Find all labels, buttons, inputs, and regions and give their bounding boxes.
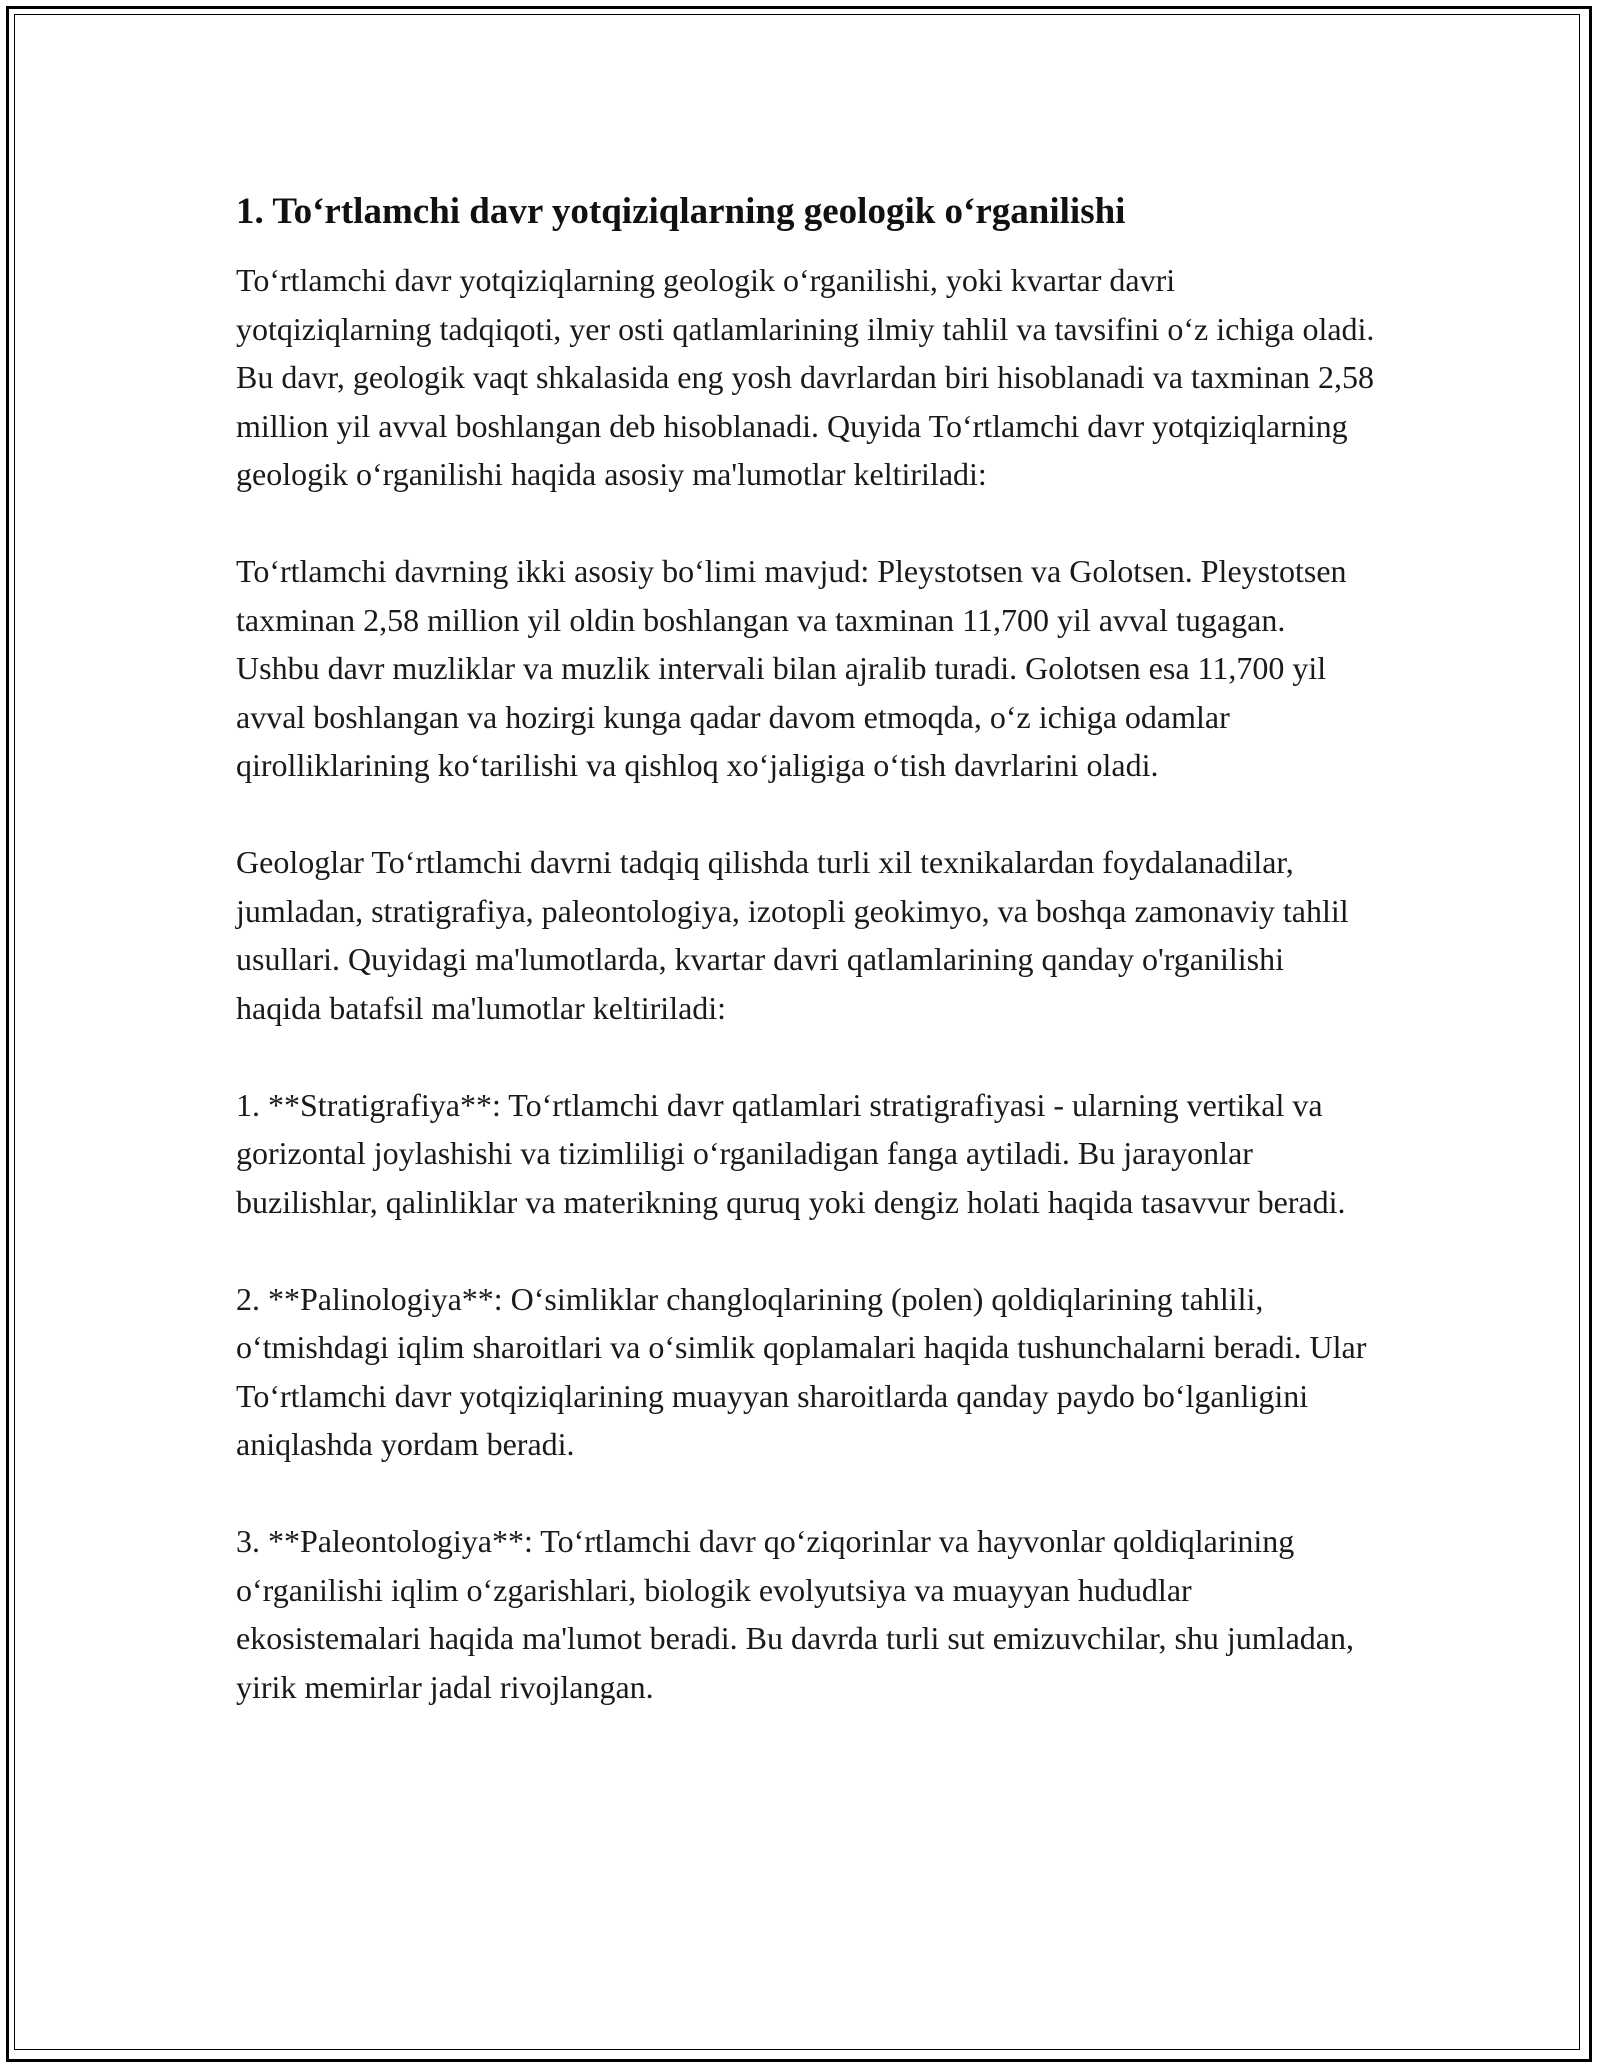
- paragraph-methods: Geologlar To‘rtlamchi davrni tadqiq qilishda turli xil texnikalardan foydalanadilar, jumladan, stratigrafiya, paleontologiya, izotopli geokimyo, va boshqa zamonaviy tahlil usullari. Quyidagi ma'lumotlarda, kvartar davri qatlamlarining qanday o'rganilishi haqida batafsil ma'lumotlar keltiriladi:: [236, 844, 1349, 1026]
- paragraph-divisions: To‘rtlamchi davrning ikki asosiy bo‘limi mavjud: Pleystotsen va Golotsen. Pleystotsen taxminan 2,58 million yil oldin boshlangan va taxminan 11,700 yil avval tugagan. Ushbu davr muzliklar va muzlik intervali bilan ajralib turadi. Golotsen esa 11,700 yil avval boshlangan va hozirgi kunga qadar davom etmoqda, o‘z ichiga odamlar qirolliklarining ko‘tarilishi va qishloq xo‘jaligiga o‘tish davrlarini oladi.: [236, 553, 1347, 783]
- section-title: 1. To‘rtlamchi davr yotqiziqlarning geologik o‘rganilishi: [236, 191, 1126, 232]
- paragraph-stratigraphy: 1. **Stratigrafiya**: To‘rtlamchi davr qatlamlari stratigrafiyasi - ularning vertikal va gorizontal joylashishi va tizimliligi o‘rganiladigan fanga aytiladi. Bu jarayonlar buzilishlar, qalinliklar va materikning quruq yoki dengiz holati haqida tasavvur beradi.: [236, 1086, 1346, 1220]
- paragraph-intro: To‘rtlamchi davr yotqiziqlarning geologik o‘rganilishi, yoki kvartar davri yotqiziqlarning tadqiqoti, yer osti qatlamlarining ilmiy tahlil va tavsifini o‘z ichiga oladi. Bu davr, geologik vaqt shkalasida eng yosh davrlardan biri hisoblanadi va taxminan 2,58 million yil avval boshlangan deb hisoblanadi. Quyida To‘rtlamchi davr yotqiziqlarning geologik o‘rganilishi haqida asosiy ma'lumotlar keltiriladi:: [236, 262, 1375, 492]
- paragraph-paleontology: 3. **Paleontologiya**: To‘rtlamchi davr qo‘ziqorinlar va hayvonlar qoldiqlarining o‘rganilishi iqlim o‘zgarishlari, biologik evolyutsiya va muayyan hududlar ekosistemalari haqida ma'lumot beradi. Bu davrda turli sut emizuvchilar, shu jumladan, yirik memirlar jadal rivojlangan.: [236, 1523, 1354, 1705]
- paragraph-palynology: 2. **Palinologiya**: O‘simliklar changloqlarining (polen) qoldiqlarining tahlili, o‘tmishdagi iqlim sharoitlari va o‘simlik qoplamalari haqida tushunchalarni beradi. Ular To‘rtlamchi davr yotqiziqlarining muayyan sharoitlarda qanday paydo bo‘lganligini aniqlashda yordam beradi.: [236, 1280, 1367, 1462]
- document-body: [236, 186, 1376, 1760]
